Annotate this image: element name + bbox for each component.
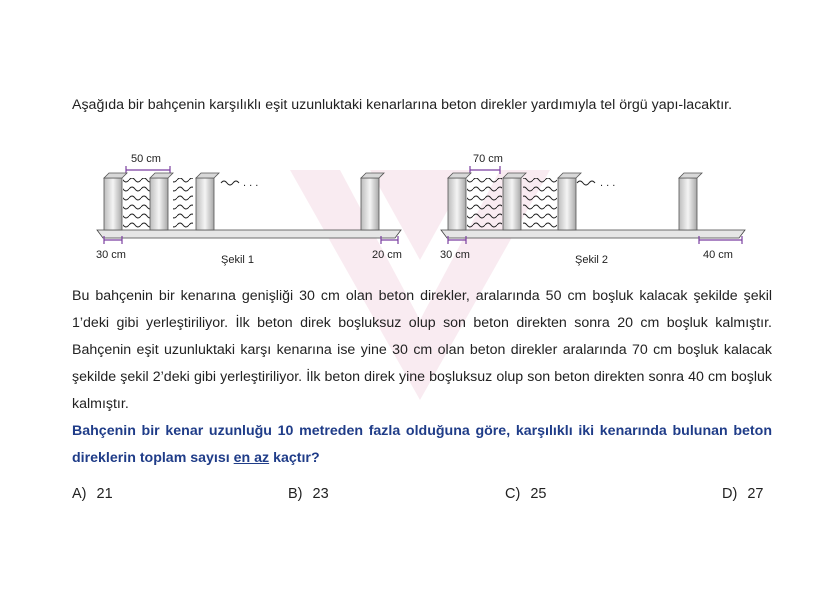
fig1-ellipsis: . . . bbox=[243, 177, 259, 189]
fig2-post-2 bbox=[503, 173, 526, 230]
fig1-post-2 bbox=[150, 173, 173, 230]
question-emphasis: en az bbox=[233, 450, 270, 466]
fig2-mesh-1 bbox=[467, 178, 502, 230]
question-text-before: Bahçenin bir kenar uzunluğu 10 metreden fazla olduğuna göre, karşılıklı iki kenarında bulunan beton direklerin toplam sayısı bbox=[72, 423, 772, 466]
fig1-caption: Şekil 1 bbox=[221, 254, 255, 266]
fig1-post-last bbox=[361, 173, 384, 230]
body-paragraph: Bu bahçenin bir kenarına genişliği 30 cm olan beton direkler, aralarında 50 cm boşluk kalacak şekilde şekil 1’deki gibi yerleştiriliyor. İlk beton direk boşluksuz olup son beton direkten sonra 20 cm boşluk kalmıştır. Bahçenin eşit uzunluktaki karşı kenarına ise yine 30 cm olan beton direkler aralarında 70 cm boşluk kalacak şekilde şekil 2’deki gibi yerleştiriliyor. İlk beton direk yine boşluksuz olup son beton direkten sonra 40 cm boşluk kalmıştır. bbox=[72, 288, 772, 412]
fig2-post-last bbox=[679, 173, 702, 230]
fig1-top-label: 50 cm bbox=[131, 153, 161, 165]
fig1-left-label: 30 cm bbox=[96, 249, 126, 261]
fig1-base bbox=[97, 230, 401, 238]
option-d-letter: D) bbox=[722, 486, 738, 502]
fig2-top-dimension bbox=[470, 153, 503, 174]
intro-paragraph: Aşağıda bir bahçenin karşılıklı eşit uzunluktaki kenarlarına beton direkler yardımıyla tel örgü yapı-lacaktır. bbox=[72, 97, 733, 113]
option-c-letter: C) bbox=[505, 486, 521, 502]
option-a[interactable] bbox=[72, 484, 113, 504]
option-c-value: 25 bbox=[530, 486, 547, 502]
fig1-post-3 bbox=[196, 173, 219, 230]
figure-2 bbox=[437, 148, 747, 268]
option-d-value: 27 bbox=[747, 486, 764, 502]
fig1-right-label: 20 cm bbox=[372, 249, 402, 261]
fig2-wire-end bbox=[577, 181, 595, 185]
option-b-letter: B) bbox=[288, 486, 303, 502]
option-b-value: 23 bbox=[312, 486, 329, 502]
fig2-caption: Şekil 2 bbox=[575, 254, 609, 266]
fig2-ellipsis: . . . bbox=[600, 177, 616, 189]
option-d[interactable] bbox=[722, 484, 763, 504]
fig2-left-label: 30 cm bbox=[440, 249, 470, 261]
option-a-letter: A) bbox=[72, 486, 87, 502]
fig2-right-label: 40 cm bbox=[703, 249, 733, 261]
fig1-top-dimension bbox=[126, 153, 170, 174]
fig1-wire-end bbox=[221, 181, 239, 185]
fig2-mesh-2 bbox=[523, 178, 557, 230]
question-text-after: kaçtır? bbox=[269, 450, 320, 466]
option-a-value: 21 bbox=[96, 486, 113, 502]
option-c[interactable] bbox=[505, 484, 546, 504]
fig2-top-label: 70 cm bbox=[473, 153, 503, 165]
fig2-post-3 bbox=[558, 173, 581, 230]
option-b[interactable] bbox=[288, 484, 329, 504]
question-text bbox=[72, 418, 772, 472]
figure-1 bbox=[93, 148, 403, 268]
fig1-mesh-2 bbox=[173, 178, 193, 230]
